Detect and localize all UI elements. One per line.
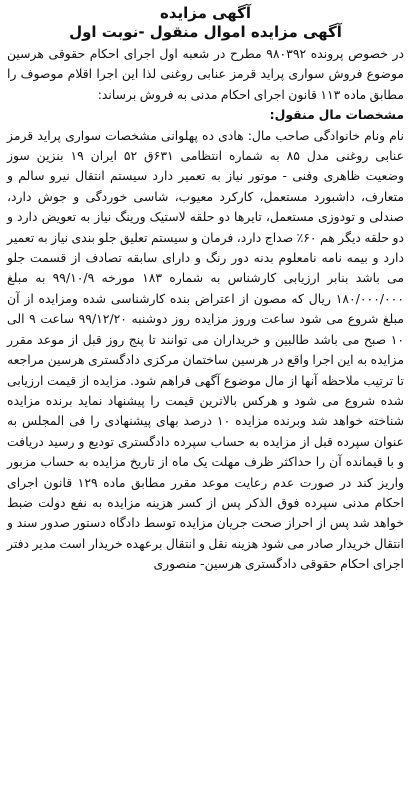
notice-subtitle: آگهی مزایده اموال منقول -نوبت اول — [69, 23, 342, 41]
spec-label: مشخصات مال منقول: — [269, 107, 404, 123]
notice-intro: در خصوص پرونده ۹۸۰۳۹۲ مطرح در شعبه اول اجرای احکام حقوقی هرسین موضوع فروش سواری پراید قرمز عنابی روغنی لذا این اجرا اقلام موصوف را مطابق ماده ۱۱۳ قانون اجرای احکام مدنی به فروش برساند: — [7, 46, 404, 102]
notice-title: آگهی مزایده — [159, 4, 252, 22]
notice-body: نام ونام خانوادگی صاحب مال: هادی ده پهلوانی مشخصات سواری پراید قرمز عنابی روغنی مدل ۸۵ به شماره انتظامی ۶۳۱ق ۵۲ ایران ۱۹ بنزین سوز وضعیت ظاهری وفنی - موتور نیاز به تعمیر دارد سیستم انتقال نیرو سالم و متعارف، داشبورد مستعمل، کارکرد معیوب، شاسی خوردگی و جوش دارد، صندلی و تودوزی مستعمل، تایرها دو حلقه لاستیک ورینگ نیاز به تعویض دارد و دو حلقه دیگر هم ۶۰٪ صداج دارد، فرمان و سیستم تعلیق جلو بندی نیاز به تعمیر دارد و بیمه نامه نامعلوم بدنه دور رنگ و دارای سابقه تصادف از قسمت جلو می باشد بنابر ارزیابی کارشناس به شماره ۱۸۳ مورخه ۹۹/۱۰/۹ به مبلغ ۱۸۰/۰۰۰/۰۰۰ ریال که مصون از اعتراض بنده کارشناسی شده ومزایده از آن مبلغ شروع می شود ساعت وروز مزایده روز دوشنبه ۹۹/۱۲/۲۰ ساعت ۹ الی ۱۰ صبح می باشد طالبین و خریداران می توانند تا پنج روز قبل از موعد مقرر مزایده به این اجرا واقع در هرسین ساختمان مرکزی دادگستری هرسین مراجعه تا ترتیب ملاحظه آنها از مال موضوع آگهی فراهم شود. مزایده از قیمت ارزیابی شده شروع می شود و هرکس بالاترین قیمت را پیشنهاد نماید برنده مزایده شناخته خواهد شد وبرنده مزایده ۱۰ درصد بهای پیشنهادی را فی المجلس به عنوان سپرده قبل از مزایده به حساب سپرده دادگستری تودیع و رسید دریافت و با قیمانده آن را حداکثر ظرف مهلت یک ماه از تاریخ مزایده به حساب مزبور واریز کند در صورت عدم رعایت موعد مقرر مطابق ماده ۱۲۹ قانون اجرای احکام مدنی سپرده فوق الذکر پس از کسر هزینه مزایده به نفع دولت ضبط خواهد شد پس از احراز صحت جریان مزایده توسط دادگاه دستور صدور سند و انتقال خریدار صادر می شود هزینه نقل و انتقال برعهده خریدار است مدیر دفتر اجرای احکام حقوقی دادگستری هرسین- منصوری — [7, 127, 405, 572]
